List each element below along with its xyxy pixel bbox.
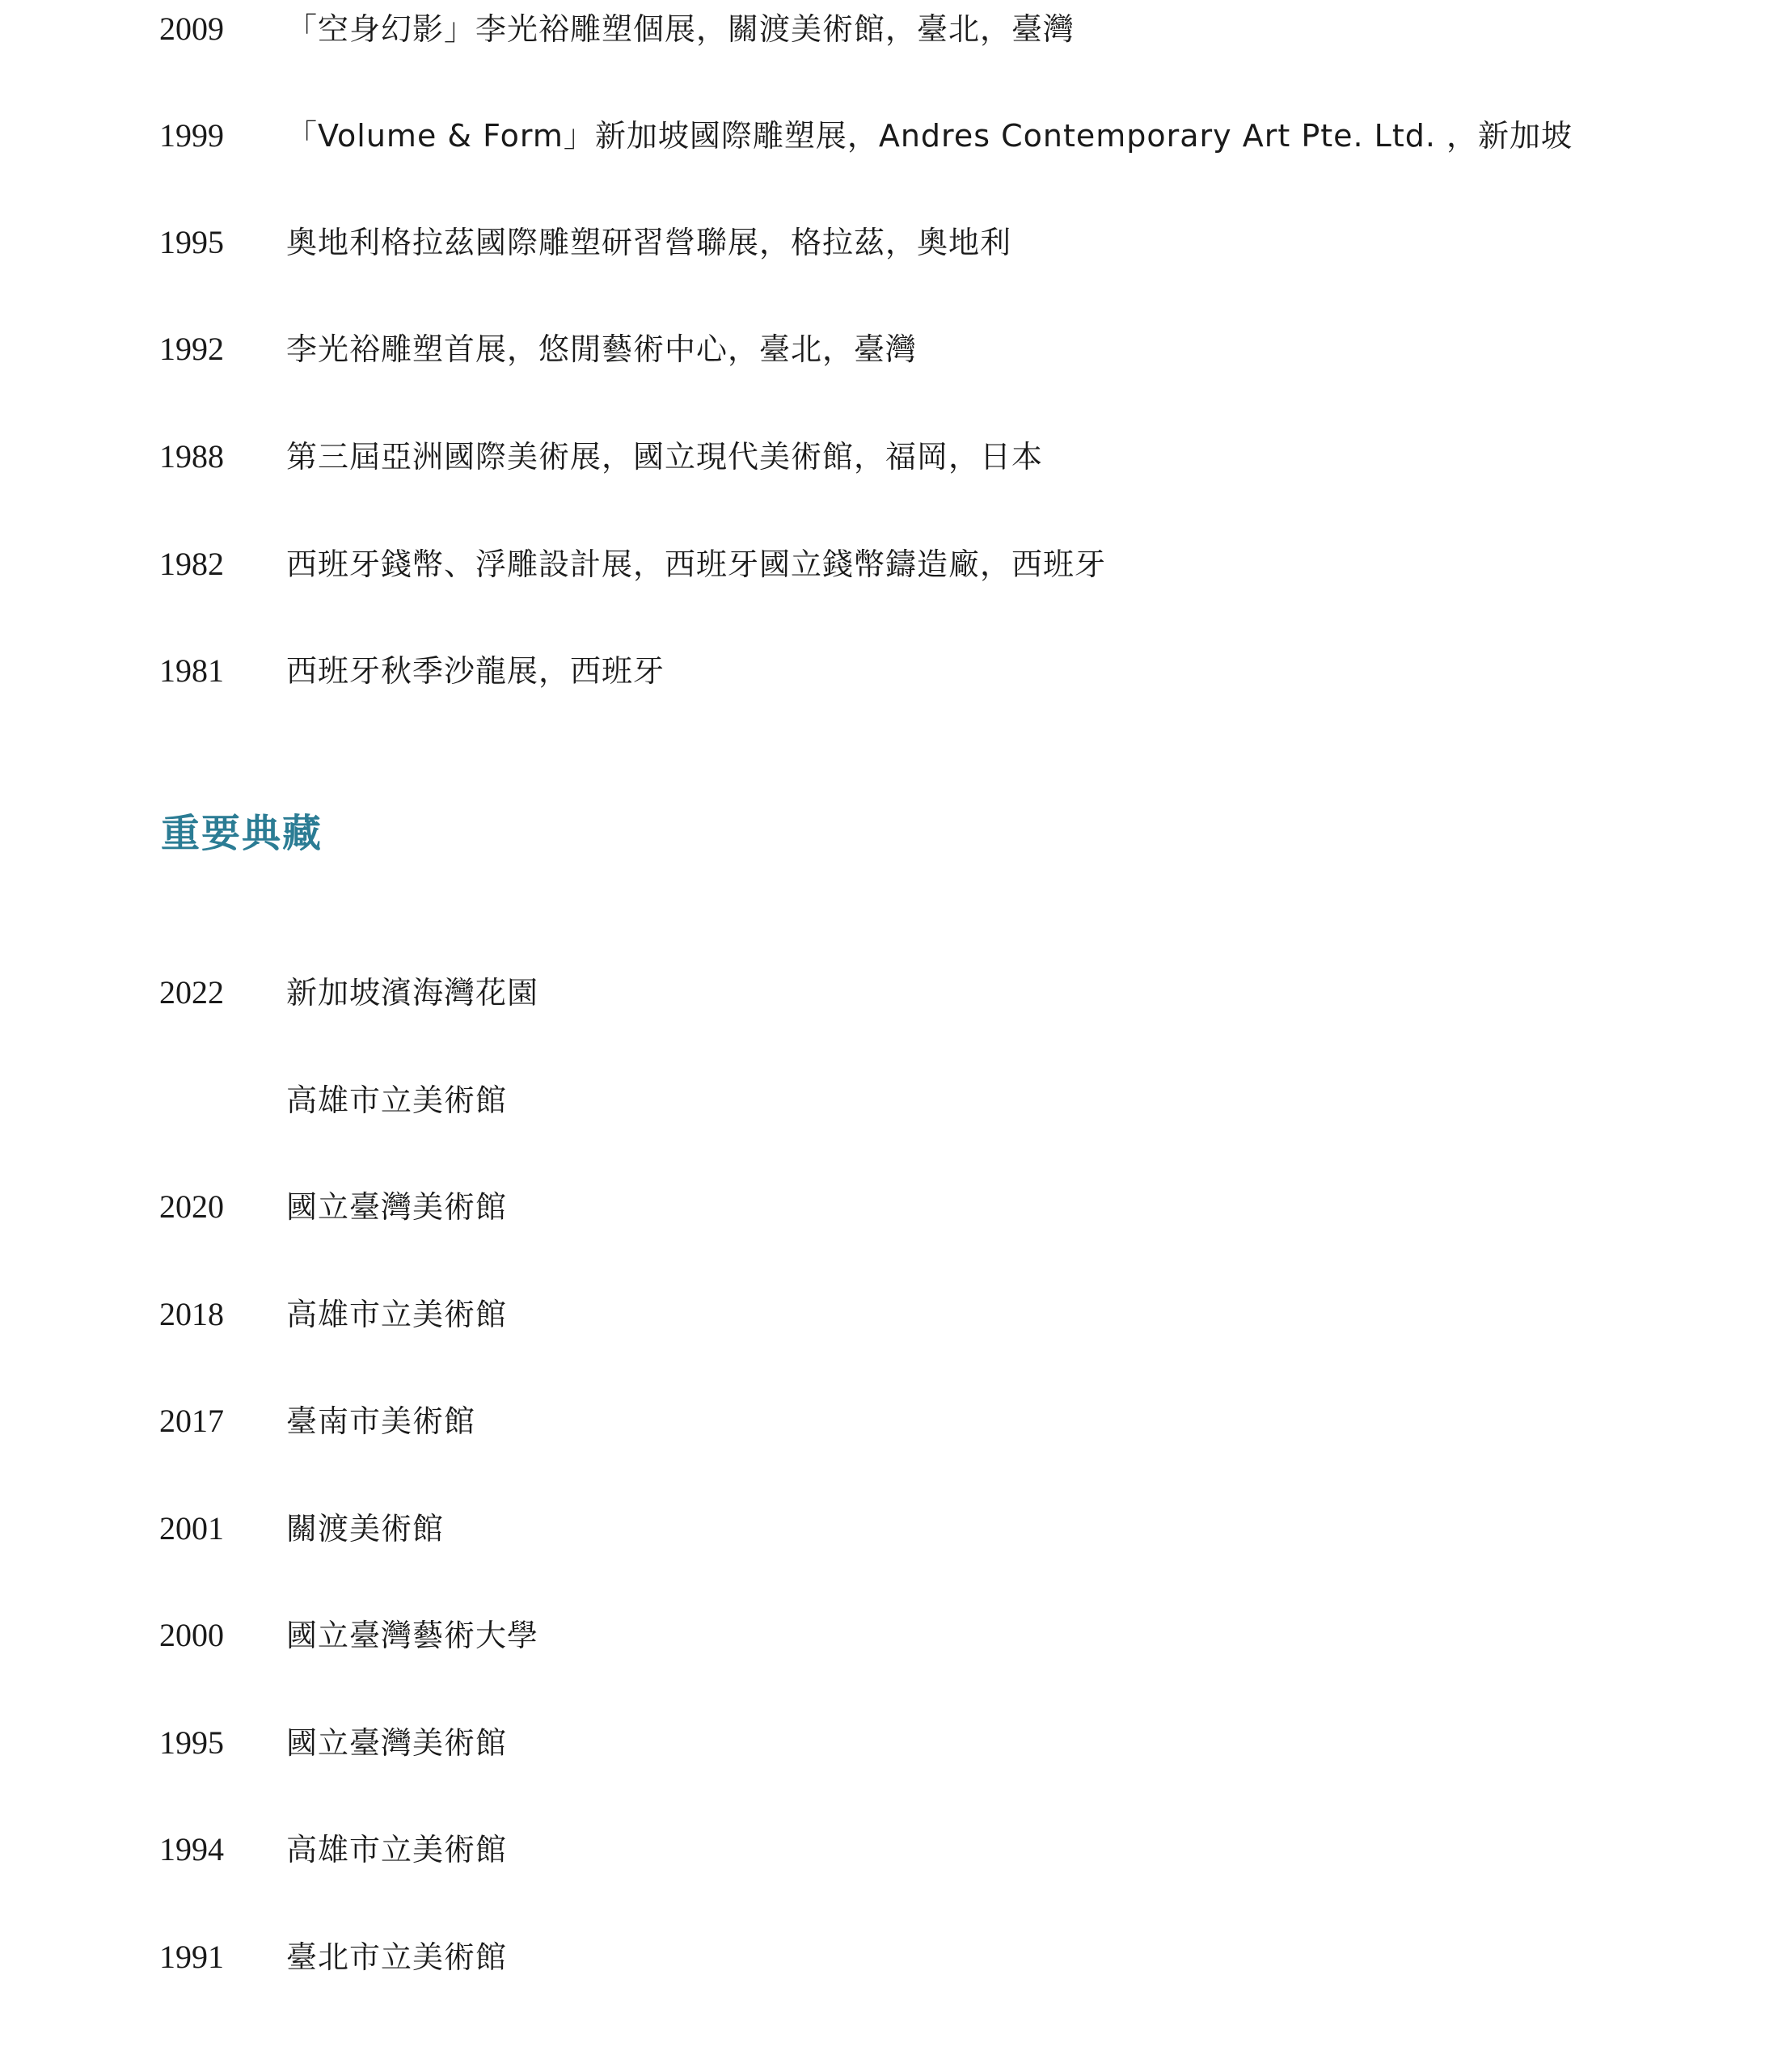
exhibition-year: 1988 — [159, 438, 224, 475]
exhibition-text: 李光裕雕塑首展，悠閒藝術中心，臺北，臺灣 — [286, 331, 918, 367]
exhibition-text: 西班牙錢幣、浮雕設計展，西班牙國立錢幣鑄造廠，西班牙 — [286, 546, 1107, 582]
collection-year: 2018 — [159, 1296, 224, 1332]
collection-year: 2022 — [159, 974, 224, 1011]
collection-text: 國立臺灣美術館 — [286, 1725, 508, 1761]
collection-text: 新加坡濱海灣花園 — [286, 975, 539, 1011]
exhibition-year: 1992 — [159, 331, 224, 367]
collection-year: 2000 — [159, 1617, 224, 1653]
collection-year: 2001 — [159, 1510, 224, 1547]
collection-year: 1994 — [159, 1831, 224, 1867]
exhibition-text: 「Volume & Form」新加坡國際雕塑展，Andres Contemporary Art Pte. Ltd. ，新加坡 — [286, 118, 1573, 154]
collection-text: 關渡美術館 — [286, 1511, 445, 1547]
collection-text: 高雄市立美術館 — [286, 1832, 508, 1867]
exhibition-year: 1981 — [159, 652, 224, 689]
collection-text: 國立臺灣美術館 — [286, 1189, 508, 1225]
exhibition-year: 1995 — [159, 224, 224, 260]
exhibition-text: 奧地利格拉茲國際雕塑研習營聯展，格拉茲，奧地利 — [286, 225, 1012, 260]
collection-year: 1995 — [159, 1724, 224, 1761]
exhibition-text: 「空身幻影」李光裕雕塑個展，關渡美術館，臺北，臺灣 — [286, 11, 1075, 47]
collection-year: 1991 — [159, 1939, 224, 1975]
exhibition-text: 第三屆亞洲國際美術展，國立現代美術館，福岡，日本 — [286, 439, 1044, 475]
collection-year: 2017 — [159, 1403, 224, 1439]
collection-text: 臺南市美術館 — [286, 1403, 476, 1439]
exhibition-year: 1999 — [159, 117, 224, 154]
collection-text: 國立臺灣藝術大學 — [286, 1618, 539, 1653]
exhibition-text: 西班牙秋季沙龍展，西班牙 — [286, 653, 665, 689]
exhibition-year: 2009 — [159, 11, 224, 47]
exhibition-year: 1982 — [159, 546, 224, 582]
section-heading-collections: 重要典藏 — [161, 811, 323, 856]
collection-text: 高雄市立美術館 — [286, 1082, 508, 1118]
collection-text: 高雄市立美術館 — [286, 1297, 508, 1332]
collection-text: 臺北市立美術館 — [286, 1939, 508, 1975]
collection-year: 2020 — [159, 1188, 224, 1225]
